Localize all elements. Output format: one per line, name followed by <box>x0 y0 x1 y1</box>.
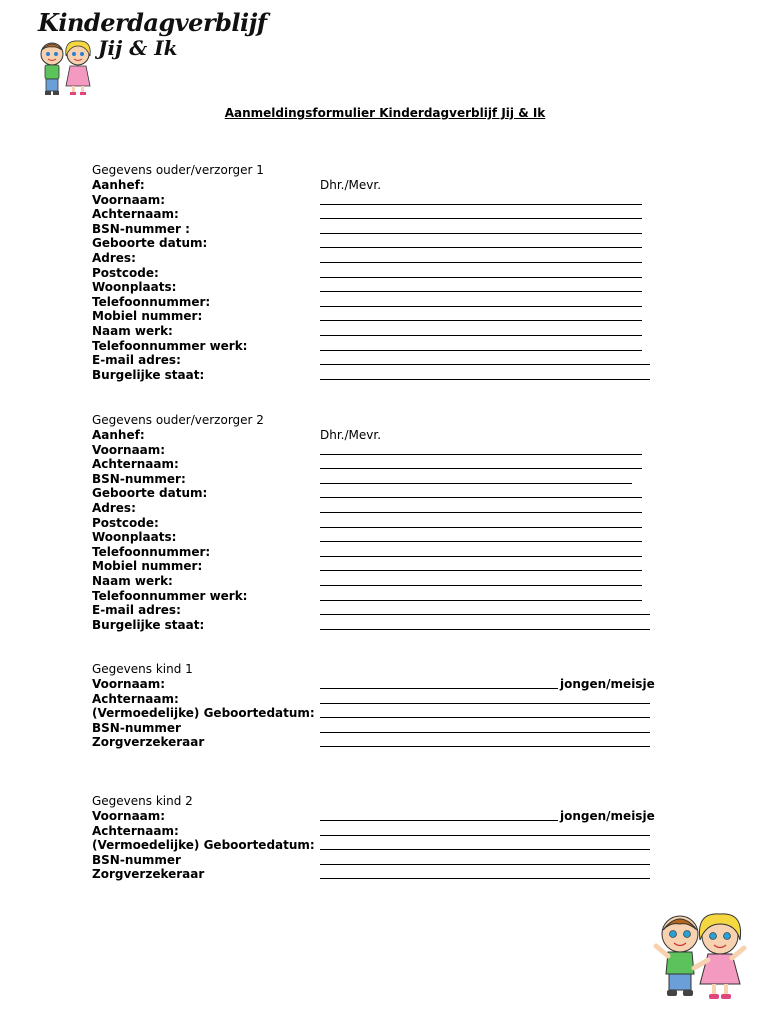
parent1-field-row <box>92 251 662 266</box>
logo-text-line2: Jij & Ik <box>98 36 178 60</box>
parent1-label-telefoonnummer: Telefoonnummer: <box>92 294 211 309</box>
parent1-input-line-naam-werk[interactable] <box>320 335 642 336</box>
parent2-label-voornaam: Voornaam: <box>92 442 166 457</box>
parent1-label-adres: Adres: <box>92 250 136 265</box>
parent2-field-row <box>92 559 662 574</box>
child2-label-zorgverzekeraar: Zorgverzekeraar <box>92 867 205 882</box>
parent2-field-row <box>92 472 662 487</box>
parent1-field-row <box>92 222 662 237</box>
parent2-field-row <box>92 574 662 589</box>
parent2-input-line-geboorte-datum[interactable] <box>320 497 642 498</box>
child2-field-row <box>92 867 662 882</box>
parent1-input-line-adres[interactable] <box>320 262 642 263</box>
parent1-label-mobiel-nummer: Mobiel nummer: <box>92 309 203 324</box>
parent2-field-row <box>92 589 662 604</box>
parent1-input-line-telefoonnummer[interactable] <box>320 306 642 307</box>
child1-field-row <box>92 735 662 750</box>
child1-label-bsn-nummer: BSN-nummer <box>92 720 181 735</box>
child2-label-bsn-nummer: BSN-nummer <box>92 852 181 867</box>
parent1-label-geboorte-datum: Geboorte datum: <box>92 236 208 251</box>
parent2-label-geboorte-datum: Geboorte datum: <box>92 486 208 501</box>
child1-field-row <box>92 721 662 736</box>
child1-label-zorgverzekeraar: Zorgverzekeraar <box>92 735 205 750</box>
parent1-input-line-burgelijke-staat[interactable] <box>320 379 650 380</box>
child2-field-row <box>92 853 662 868</box>
parent2-input-line-burgelijke-staat[interactable] <box>320 629 650 630</box>
parent2-field-row <box>92 457 662 472</box>
child2-input-line-zorgverzekeraar[interactable] <box>320 878 650 879</box>
parent1-label-postcode: Postcode: <box>92 265 159 280</box>
child2-input-line-bsn-nummer[interactable] <box>320 864 650 865</box>
parent1-label-burgelijke-staat: Burgelijke staat: <box>92 367 205 382</box>
parent1-field-row <box>92 353 662 368</box>
child1-label-vermoedelijke-geboortedatum: (Vermoedelijke) Geboortedatum: <box>92 706 315 721</box>
parent1-label-e-mail-adres: E-mail adres: <box>92 353 181 368</box>
child1-gender-option: jongen/meisje <box>560 677 655 691</box>
parent1-field-row <box>92 295 662 310</box>
child2-input-line-vermoedelijke-geboortedatum[interactable] <box>320 849 650 850</box>
parent1-input-line-woonplaats[interactable] <box>320 291 642 292</box>
parent1-label-achternaam: Achternaam: <box>92 207 179 222</box>
parent1-label-bsn-nummer: BSN-nummer : <box>92 221 190 236</box>
parent1-field-row <box>92 193 662 208</box>
parent2-label-telefoonnummer: Telefoonnummer: <box>92 544 211 559</box>
child1-label-achternaam: Achternaam: <box>92 691 179 706</box>
child2-input-line-achternaam[interactable] <box>320 835 650 836</box>
daycare-logo <box>34 8 267 98</box>
child2-label-vermoedelijke-geboortedatum: (Vermoedelijke) Geboortedatum: <box>92 838 315 853</box>
parent2-field-row <box>92 516 662 531</box>
parent1-input-line-postcode[interactable] <box>320 277 642 278</box>
parent1-input-line-voornaam[interactable] <box>320 204 642 205</box>
children-illustration-icon <box>650 912 750 1004</box>
child1-input-line-bsn-nummer[interactable] <box>320 732 650 733</box>
child1-input-line-zorgverzekeraar[interactable] <box>320 746 650 747</box>
child1-field-row <box>92 692 662 707</box>
parent1-input-line-e-mail-adres[interactable] <box>320 364 650 365</box>
parent1-label-naam-werk: Naam werk: <box>92 323 173 338</box>
parent1-field-row <box>92 207 662 222</box>
parent1-label-voornaam: Voornaam: <box>92 192 166 207</box>
parent1-section <box>92 163 662 382</box>
parent1-heading: Gegevens ouder/verzorger 1 <box>92 163 264 177</box>
parent2-input-line-woonplaats[interactable] <box>320 541 642 542</box>
child1-field-row <box>92 677 662 692</box>
parent2-input-line-postcode[interactable] <box>320 527 642 528</box>
logo-text-line1: Kinderdagverblijf <box>38 8 267 37</box>
parent1-input-line-telefoonnummer-werk[interactable] <box>320 350 642 351</box>
parent2-input-line-adres[interactable] <box>320 512 642 513</box>
parent2-input-line-achternaam[interactable] <box>320 468 642 469</box>
parent2-input-line-e-mail-adres[interactable] <box>320 614 650 615</box>
parent1-field-row <box>92 266 662 281</box>
child2-field-row <box>92 809 662 824</box>
child2-section <box>92 794 662 882</box>
child2-label-achternaam: Achternaam: <box>92 823 179 838</box>
parent2-label-mobiel-nummer: Mobiel nummer: <box>92 559 203 574</box>
parent1-input-line-achternaam[interactable] <box>320 218 642 219</box>
parent1-input-line-geboorte-datum[interactable] <box>320 247 642 248</box>
parent2-field-row <box>92 428 662 443</box>
parent2-input-line-telefoonnummer[interactable] <box>320 556 642 557</box>
child1-label-voornaam: Voornaam: <box>92 677 166 691</box>
parent1-salutation-value: Dhr./Mevr. <box>320 178 382 192</box>
parent2-input-line-mobiel-nummer[interactable] <box>320 570 642 571</box>
parent1-field-row <box>92 236 662 251</box>
parent1-field-row <box>92 309 662 324</box>
parent2-input-line-telefoonnummer-werk[interactable] <box>320 600 642 601</box>
child1-heading: Gegevens kind 1 <box>92 662 193 676</box>
parent1-label-woonplaats: Woonplaats: <box>92 280 177 295</box>
parent2-section <box>92 413 662 632</box>
parent2-heading: Gegevens ouder/verzorger 2 <box>92 413 264 427</box>
parent2-label-naam-werk: Naam werk: <box>92 573 173 588</box>
parent2-input-line-voornaam[interactable] <box>320 454 642 455</box>
parent2-input-line-naam-werk[interactable] <box>320 585 642 586</box>
parent2-field-row <box>92 618 662 633</box>
parent2-field-row <box>92 443 662 458</box>
child2-heading: Gegevens kind 2 <box>92 794 193 808</box>
child1-input-line-voornaam[interactable] <box>320 688 558 689</box>
parent1-label-telefoonnummer-werk: Telefoonnummer werk: <box>92 338 248 353</box>
parent2-label-adres: Adres: <box>92 500 136 515</box>
parent2-field-row <box>92 603 662 618</box>
parent1-field-row <box>92 339 662 354</box>
parent1-field-row <box>92 368 662 383</box>
parent1-field-row <box>92 280 662 295</box>
parent2-label-postcode: Postcode: <box>92 515 159 530</box>
form-title: Aanmeldingsformulier Kinderdagverblijf Jij & Ik <box>224 106 546 120</box>
parent2-label-burgelijke-staat: Burgelijke staat: <box>92 617 205 632</box>
child2-field-row <box>92 838 662 853</box>
child1-input-line-vermoedelijke-geboortedatum[interactable] <box>320 717 650 718</box>
children-logo-icon <box>34 38 96 100</box>
parent1-field-row <box>92 324 662 339</box>
parent2-label-achternaam: Achternaam: <box>92 457 179 472</box>
child2-field-row <box>92 824 662 839</box>
parent1-field-row <box>92 178 662 193</box>
parent2-salutation-value: Dhr./Mevr. <box>320 428 382 442</box>
parent1-label-aanhef: Aanhef: <box>92 178 145 192</box>
child2-gender-option: jongen/meisje <box>560 809 655 823</box>
parent2-input-line-bsn-nummer[interactable] <box>320 483 632 484</box>
parent1-input-line-mobiel-nummer[interactable] <box>320 320 642 321</box>
parent2-label-bsn-nummer: BSN-nummer: <box>92 471 186 486</box>
parent2-label-telefoonnummer-werk: Telefoonnummer werk: <box>92 588 248 603</box>
child2-label-voornaam: Voornaam: <box>92 809 166 823</box>
child1-field-row <box>92 706 662 721</box>
parent1-input-line-bsn-nummer[interactable] <box>320 233 642 234</box>
child1-section <box>92 662 662 750</box>
parent2-field-row <box>92 501 662 516</box>
parent2-field-row <box>92 486 662 501</box>
parent2-label-woonplaats: Woonplaats: <box>92 530 177 545</box>
parent2-label-aanhef: Aanhef: <box>92 428 145 442</box>
child1-input-line-achternaam[interactable] <box>320 703 650 704</box>
parent2-field-row <box>92 530 662 545</box>
child2-input-line-voornaam[interactable] <box>320 820 558 821</box>
parent2-label-e-mail-adres: E-mail adres: <box>92 603 181 618</box>
parent2-field-row <box>92 545 662 560</box>
